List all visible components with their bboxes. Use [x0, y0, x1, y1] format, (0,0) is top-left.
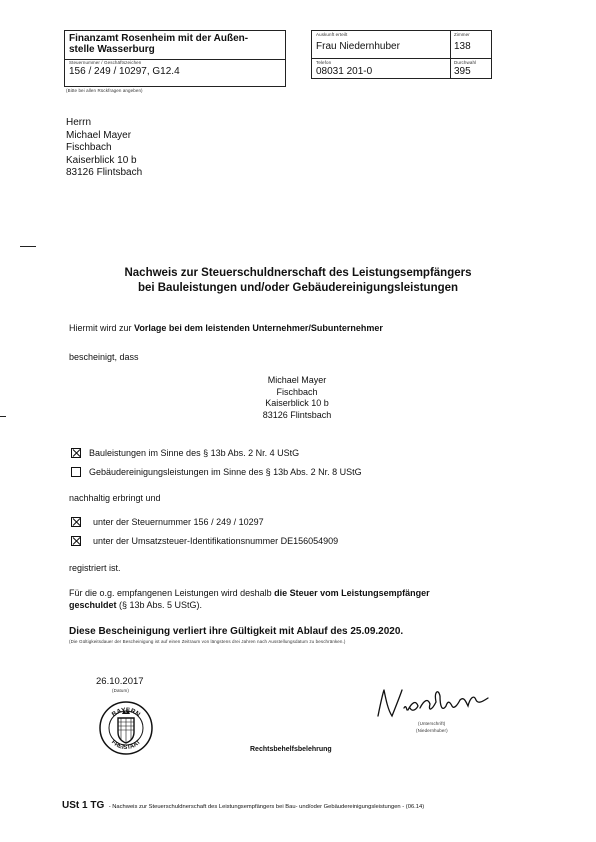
handwritten-signature-icon: [372, 686, 492, 720]
form-footer: [62, 795, 424, 813]
recipient-name: Michael Mayer: [66, 129, 132, 141]
document-title: [0, 266, 596, 296]
registered-text: registriert ist.: [69, 563, 121, 573]
clerk-box: [311, 30, 451, 59]
room-caption: Zimmer: [454, 32, 470, 37]
liability-prefix: Für die o.g. empfangenen Leistungen wird deshalb: [69, 588, 275, 598]
ext-value: 395: [454, 66, 471, 77]
seal-top-text: BAYERN: [110, 706, 142, 719]
bavaria-seal-icon: [98, 700, 154, 756]
recipient-street: Kaiserblick 10 b: [66, 154, 137, 166]
sign-name-caption: (Niedernhuber): [416, 728, 448, 733]
recipient-salutation: Herrn: [66, 117, 92, 128]
liability-text: [69, 587, 549, 611]
subject-locality: Fischbach: [276, 386, 318, 397]
intro-prefix: Hiermit wird zur: [69, 323, 135, 333]
office-name-line2: stelle Wasserburg: [69, 44, 155, 55]
phone-value: 08031 201-0: [316, 66, 373, 77]
certify-text: bescheinigt, dass: [69, 352, 139, 362]
office-box: [64, 30, 286, 87]
signature: [372, 686, 492, 720]
form-description: - Nachweis zur Steuerschuldnerschaft des Leistungsempfängers bei Bau- und/oder Gebäudereinigungsleistungen - (06.14): [108, 804, 425, 810]
official-seal: [98, 700, 154, 756]
option1-label: Bauleistungen im Sinne des § 13b Abs. 2 Nr. 4 UStG: [89, 448, 300, 458]
subject-street: Kaiserblick 10 b: [265, 398, 329, 408]
phone-caption: Telefon: [316, 60, 332, 65]
subject-city: 83126 Flintsbach: [262, 409, 332, 420]
recipient-address: [66, 117, 142, 180]
intro-bold: Vorlage bei dem leistenden Unternehmer/Subunternehmer: [134, 323, 383, 333]
ext-box: [450, 58, 492, 79]
taxno-caption: Steuernummer / Geschäftszeichen: [69, 60, 142, 65]
liability-bold2: geschuldet: [69, 600, 117, 610]
sign-caption: (Unterschrift): [418, 721, 446, 726]
clerk-value: Frau Niedernhuber: [316, 41, 400, 52]
punch-mark: [0, 416, 6, 417]
form-code: USt 1 TG: [62, 800, 105, 811]
liability-bold1: die Steuer vom Leistungsempfänger: [274, 588, 430, 598]
subject-address: [200, 375, 394, 421]
option2-label: Gebäudereinigungsleistungen im Sinne des § 13b Abs. 2 Nr. 8 UStG: [89, 467, 362, 477]
recipient-locality: Fischbach: [66, 142, 112, 153]
title-line1: Nachweis zur Steuerschuldnerschaft des Leistungsempfängers: [124, 267, 472, 279]
liability-suffix: (§ 13b Abs. 5 UStG).: [116, 600, 203, 610]
intro-text: [69, 323, 383, 333]
sustained-text: nachhaltig erbringt und: [69, 493, 161, 503]
option2-checkbox[interactable]: [71, 467, 81, 477]
taxno-value: 156 / 249 / 10297, G12.4: [69, 66, 180, 77]
svg-text:BAYERN: [111, 707, 142, 719]
id2-label: unter der Umsatzsteuer-Identifikationsnummer DE156054909: [93, 536, 339, 546]
taxno-note: (Bitte bei allen Rückfragen angeben): [66, 88, 143, 93]
recipient-city: 83126 Flintsbach: [66, 167, 143, 178]
title-line2: bei Bauleistungen und/oder Gebäudereinigungsleistungen: [137, 282, 459, 294]
id1-label: unter der Steuernummer 156 / 249 / 10297: [93, 517, 264, 527]
room-value: 138: [454, 41, 471, 52]
seal-bottom-text: FREISTAAT: [110, 739, 142, 752]
date-caption: (Datum): [112, 688, 129, 693]
id1-checkbox[interactable]: [71, 517, 81, 527]
issue-date: 26.10.2017: [96, 676, 144, 687]
id2-checkbox[interactable]: [71, 536, 81, 546]
option1-checkbox[interactable]: [71, 448, 81, 458]
room-box: [450, 30, 492, 59]
legal-notice: Rechtsbehelfsbelehrung: [250, 746, 332, 753]
validity-note: (Die Gültigkeitsdauer der Bescheinigung ist auf einen Zeitraum von längstens drei Jahren nach Ausstellungsdatum zu beschränken.): [69, 639, 346, 644]
subject-name: Michael Mayer: [267, 375, 327, 385]
clerk-caption: Auskunft erteilt: [316, 32, 348, 37]
ext-caption: Durchwahl: [454, 60, 477, 65]
validity-text: Diese Bescheinigung verliert ihre Gültigkeit mit Ablauf des 25.09.2020.: [69, 626, 404, 637]
phone-box: [311, 58, 451, 79]
office-name-line1: Finanzamt Rosenheim mit der Außen-: [69, 33, 249, 44]
fold-mark: [20, 246, 36, 247]
